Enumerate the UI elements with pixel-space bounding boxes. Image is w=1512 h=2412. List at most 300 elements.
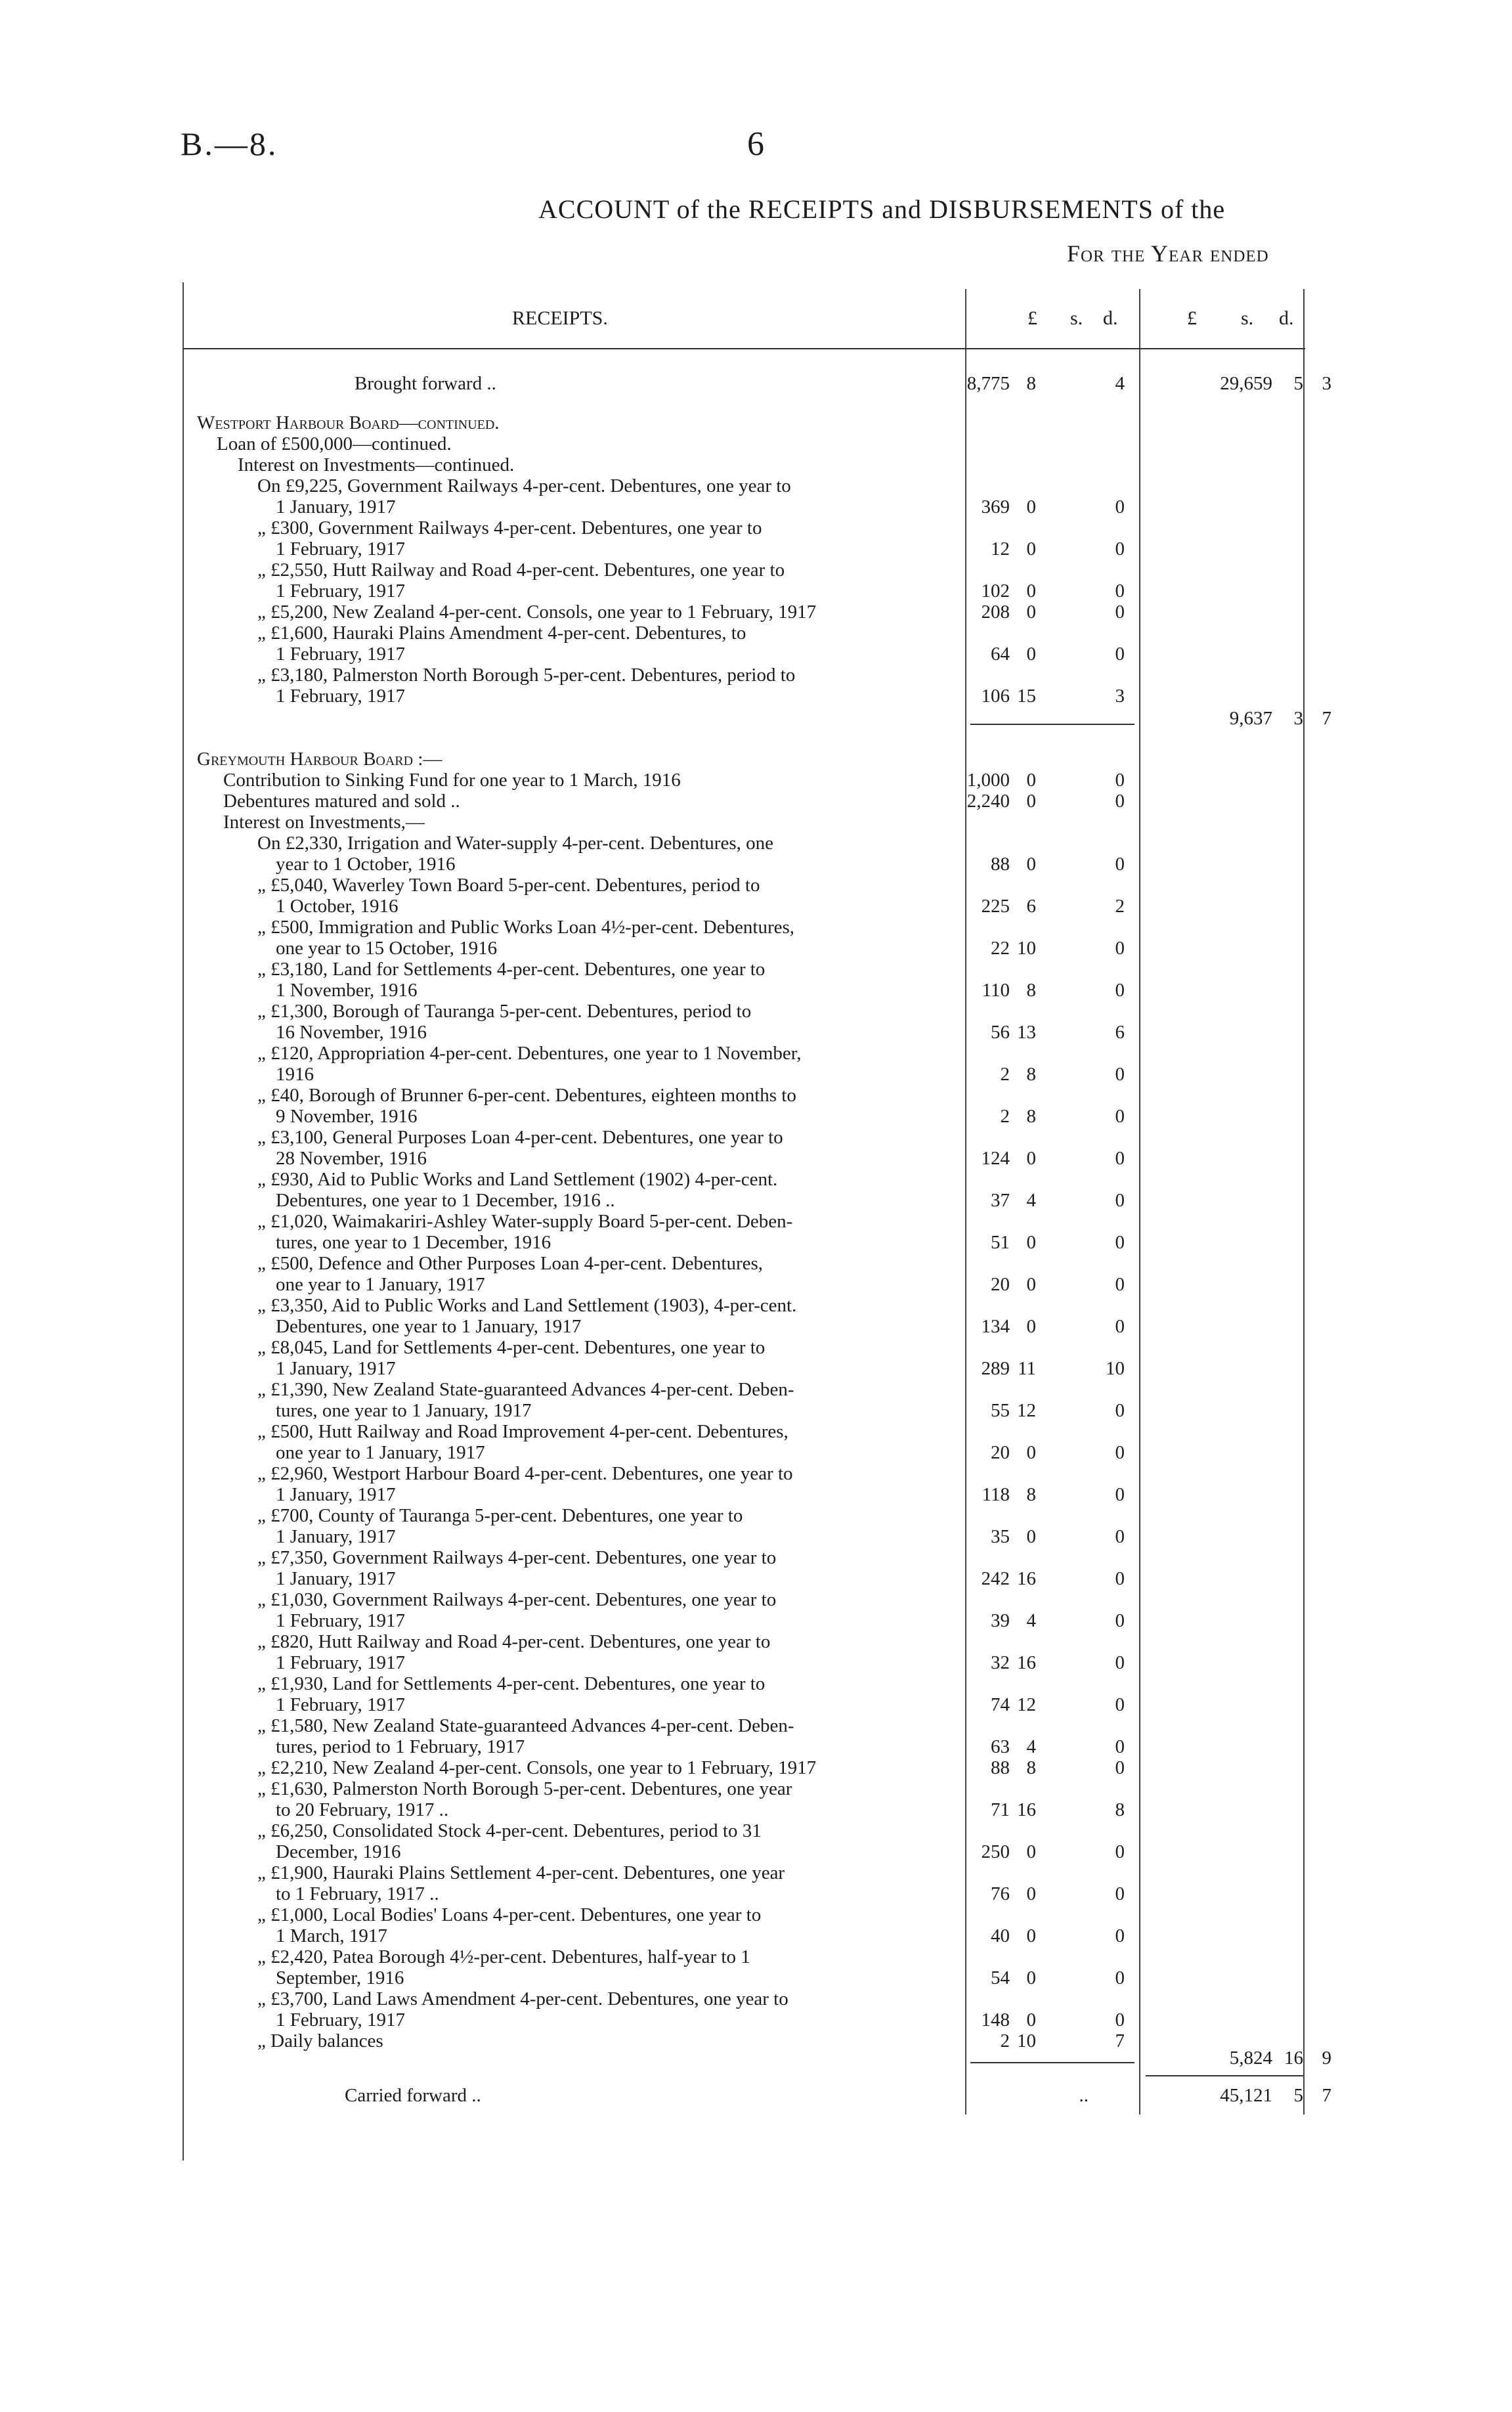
- investment-item: [0, 1169, 1512, 1190]
- amount-shillings: 0: [1026, 644, 1036, 665]
- investment-description-cont: 1 October, 1916: [276, 896, 399, 917]
- carried-forward-inner: ..: [1079, 2085, 1089, 2106]
- amount-pounds: 5,824: [1229, 2048, 1272, 2069]
- greymouth-heading: Greymouth Harbour Board :—: [197, 749, 443, 770]
- investment-description: „ £1,580, New Zealand State-guaranteed Advances 4-per-cent. Deben-: [257, 1715, 794, 1736]
- amount-pence: 8: [1115, 1799, 1125, 1820]
- amount-shillings: 8: [1026, 1106, 1036, 1127]
- investment-description: „ £120, Appropriation 4-per-cent. Debentures, one year to 1 November,: [257, 1043, 802, 1064]
- amount-pence: 7: [1115, 2030, 1125, 2051]
- investment-description-cont: 1 January, 1917: [276, 1568, 396, 1589]
- investment-item: [0, 475, 1512, 496]
- investment-amount: [0, 1568, 1512, 1589]
- amount-shillings: 8: [1026, 980, 1036, 1001]
- investment-item: [0, 1862, 1512, 1883]
- investment-description: „ £3,180, Land for Settlements 4-per-cent. Debentures, one year to: [257, 959, 766, 980]
- pounds-header-inner: £: [1027, 307, 1037, 329]
- amount-pounds: 20: [991, 1442, 1010, 1463]
- investment-description: On £2,330, Irrigation and Water-supply 4-per-cent. Debentures, one: [257, 833, 773, 854]
- amount-pence: 10: [1106, 1358, 1125, 1379]
- investment-description: „ £1,390, New Zealand State-guaranteed Advances 4-per-cent. Deben-: [257, 1379, 794, 1400]
- amount-shillings: 0: [1026, 1841, 1036, 1862]
- investment-description: „ £1,030, Government Railways 4-per-cent. Debentures, one year to: [257, 1589, 777, 1610]
- amount-pounds: 55: [991, 1400, 1010, 1421]
- greymouth-total-row: [0, 2048, 1512, 2069]
- amount-pence: 0: [1115, 1526, 1125, 1547]
- investment-amount: [0, 1274, 1512, 1295]
- amount-shillings: 0: [1026, 770, 1036, 791]
- investment-item: [0, 1001, 1512, 1022]
- amount-pence: 0: [1115, 1190, 1125, 1211]
- amount-shillings: 0: [1026, 854, 1036, 875]
- investment-item: [0, 1421, 1512, 1442]
- investment-description: „ £1,900, Hauraki Plains Settlement 4-per-cent. Debentures, one year: [257, 1862, 785, 1883]
- investment-item: [0, 1631, 1512, 1652]
- investment-amount: [0, 854, 1512, 875]
- section-heading: [0, 412, 1512, 433]
- investment-amount: [0, 1967, 1512, 1988]
- brought-forward-label: Brought forward ..: [355, 373, 496, 394]
- amount-pence: 9: [1322, 2048, 1331, 2069]
- amount-pounds: 32: [991, 1652, 1010, 1673]
- investment-description-cont: December, 1916: [276, 1841, 401, 1862]
- investment-description: „ £2,210, New Zealand 4-per-cent. Consols, one year to 1 February, 1917: [257, 1757, 817, 1778]
- amount-pence: 0: [1115, 854, 1125, 875]
- amount-shillings: 5: [1293, 2085, 1303, 2106]
- amount-pence: 0: [1115, 1652, 1125, 1673]
- amount-pence: 0: [1115, 644, 1125, 665]
- investment-item: [0, 1127, 1512, 1148]
- amount-pounds: 76: [991, 1883, 1010, 1904]
- account-subtitle: For the Year ended: [1067, 240, 1269, 267]
- investment-description-cont: one year to 1 January, 1917: [276, 1274, 485, 1295]
- investment-item: [0, 1715, 1512, 1736]
- report-reference: B.—8.: [181, 125, 278, 162]
- amount-shillings: 6: [1026, 896, 1036, 917]
- amount-pence: 0: [1115, 581, 1125, 602]
- amount-pence: 0: [1115, 791, 1125, 812]
- matured-label: Debentures matured and sold ..: [223, 791, 460, 812]
- amount-pounds: 54: [991, 1967, 1010, 1988]
- westport-interest: Interest on Investments—continued.: [238, 454, 515, 475]
- investment-description: „ £500, Defence and Other Purposes Loan 4-per-cent. Debentures,: [257, 1253, 764, 1274]
- investment-description: „ £3,350, Aid to Public Works and Land Settlement (1903), 4-per-cent.: [257, 1295, 797, 1316]
- interest-line: [0, 812, 1512, 833]
- amount-pounds: 51: [991, 1232, 1010, 1253]
- investment-amount: [0, 538, 1512, 559]
- amount-pence: 0: [1115, 1757, 1125, 1778]
- investment-description-cont: 1916: [276, 1064, 314, 1085]
- investment-description-cont: September, 1916: [276, 1967, 404, 1988]
- amount-pence: 4: [1115, 373, 1125, 394]
- investment-description-cont: 1 February, 1917: [276, 1610, 406, 1631]
- investment-item: [0, 559, 1512, 581]
- amount-shillings: 10: [1017, 938, 1036, 959]
- investment-description: On £9,225, Government Railways 4-per-cent. Debentures, one year to: [257, 475, 791, 496]
- investment-amount: [0, 980, 1512, 1001]
- amount-pounds: 2,240: [966, 791, 1010, 812]
- investment-amount: [0, 1358, 1512, 1379]
- amount-pence: 0: [1115, 1883, 1125, 1904]
- amount-shillings: 3: [1293, 708, 1303, 729]
- investment-description: „ £3,180, Palmerston North Borough 5-per-cent. Debentures, period to: [257, 665, 796, 686]
- amount-pounds: 2: [1000, 2030, 1010, 2051]
- investment-item: [0, 1379, 1512, 1400]
- investment-item: [0, 833, 1512, 854]
- investment-amount: [0, 1064, 1512, 1085]
- investment-description-cont: to 1 February, 1917 ..: [276, 1883, 439, 1904]
- investment-description: „ £6,250, Consolidated Stock 4-per-cent. Debentures, period to 31: [257, 1820, 762, 1841]
- investment-description-cont: 1 February, 1917: [276, 686, 406, 707]
- amount-pounds: 289: [981, 1358, 1010, 1379]
- amount-pounds: 35: [991, 1526, 1010, 1547]
- investment-description: „ £500, Immigration and Public Works Loan 4½-per-cent. Debentures,: [257, 917, 795, 938]
- investment-amount: [0, 1799, 1512, 1820]
- investment-description: „ £7,350, Government Railways 4-per-cent. Debentures, one year to: [257, 1547, 777, 1568]
- investment-item: [0, 875, 1512, 896]
- amount-pence: 0: [1115, 1610, 1125, 1631]
- amount-pounds: 134: [981, 1316, 1010, 1337]
- amount-shillings: 5: [1293, 373, 1303, 394]
- westport-loan: Loan of £500,000—continued.: [217, 433, 452, 454]
- investment-description: „ Daily balances: [257, 2030, 383, 2051]
- investment-item: [0, 1946, 1512, 1967]
- carried-forward-label: Carried forward ..: [345, 2085, 481, 2106]
- amount-shillings: 12: [1017, 1694, 1036, 1715]
- investment-description: „ £2,420, Patea Borough 4½-per-cent. Debentures, half-year to 1: [257, 1946, 750, 1967]
- investment-item: [0, 1778, 1512, 1799]
- investment-description: „ £1,000, Local Bodies' Loans 4-per-cent. Debentures, one year to: [257, 1904, 762, 1925]
- amount-pounds: 106: [981, 686, 1010, 707]
- investment-amount: [0, 1148, 1512, 1169]
- investment-description-cont: 1 February, 1917: [276, 581, 406, 602]
- investment-description: „ £40, Borough of Brunner 6-per-cent. Debentures, eighteen months to: [257, 1085, 796, 1106]
- investment-amount: [0, 1610, 1512, 1631]
- amount-pounds: 102: [981, 581, 1010, 602]
- investment-description: „ £3,700, Land Laws Amendment 4-per-cent. Debentures, one year to: [257, 1988, 788, 2009]
- amount-pence: 0: [1115, 1967, 1125, 1988]
- amount-shillings: 16: [1284, 2048, 1303, 2069]
- interest-line: [0, 454, 1512, 475]
- amount-shillings: 0: [1026, 1526, 1036, 1547]
- westport-total-row: [0, 708, 1512, 729]
- investment-item: [0, 1904, 1512, 1925]
- amount-pounds: 242: [981, 1568, 1010, 1589]
- investment-amount: [0, 1232, 1512, 1253]
- amount-pounds: 12: [991, 538, 1010, 559]
- investment-description-cont: Debentures, one year to 1 January, 1917: [276, 1316, 582, 1337]
- amount-pence: 0: [1115, 980, 1125, 1001]
- investment-description-cont: Debentures, one year to 1 December, 1916 ..: [276, 1190, 615, 1211]
- investment-description-cont: 28 November, 1916: [276, 1148, 427, 1169]
- amount-pence: 0: [1115, 1148, 1125, 1169]
- investment-description-cont: 1 February, 1917: [276, 1694, 406, 1715]
- investment-amount: [0, 1316, 1512, 1337]
- investment-amount: [0, 1883, 1512, 1904]
- amount-shillings: 0: [1026, 2009, 1036, 2030]
- investment-description: „ £1,630, Palmerston North Borough 5-per-cent. Debentures, one year: [257, 1778, 792, 1799]
- investment-description-cont: 9 November, 1916: [276, 1106, 418, 1127]
- investment-description-cont: 1 February, 1917: [276, 1652, 406, 1673]
- investment-description-cont: 1 November, 1916: [276, 980, 418, 1001]
- investment-amount: [0, 1694, 1512, 1715]
- amount-shillings: 0: [1026, 1274, 1036, 1295]
- investment-description: „ £820, Hutt Railway and Road 4-per-cent. Debentures, one year to: [257, 1631, 771, 1652]
- amount-shillings: 8: [1026, 1064, 1036, 1085]
- amount-pence: 0: [1115, 538, 1125, 559]
- amount-pence: 0: [1115, 1841, 1125, 1862]
- amount-pence: 0: [1115, 770, 1125, 791]
- total-rule: [1146, 2075, 1303, 2076]
- receipts-column-header: RECEIPTS.: [512, 307, 608, 329]
- investment-item: [0, 623, 1512, 644]
- investment-description-cont: 16 November, 1916: [276, 1022, 427, 1043]
- investment-item: [0, 1589, 1512, 1610]
- amount-pence: 0: [1115, 1064, 1125, 1085]
- investment-amount: [0, 1526, 1512, 1547]
- investment-description: „ £2,960, Westport Harbour Board 4-per-cent. Debentures, one year to: [257, 1463, 793, 1484]
- investment-item: [0, 1295, 1512, 1316]
- header-underline: [183, 348, 1305, 349]
- investment-item: [0, 1547, 1512, 1568]
- amount-shillings: 0: [1026, 1883, 1036, 1904]
- amount-pounds: 29,659: [1220, 373, 1272, 394]
- amount-shillings: 16: [1017, 1799, 1036, 1820]
- amount-pence: 2: [1115, 896, 1125, 917]
- investment-description-cont: year to 1 October, 1916: [276, 854, 456, 875]
- amount-pence: 3: [1115, 686, 1125, 707]
- amount-shillings: 10: [1017, 2030, 1036, 2051]
- amount-pence: 0: [1115, 1925, 1125, 1946]
- investment-description-cont: tures, one year to 1 January, 1917: [276, 1400, 532, 1421]
- amount-pence: 0: [1115, 1232, 1125, 1253]
- investment-description-cont: 1 January, 1917: [276, 1358, 396, 1379]
- investment-description-cont: to 20 February, 1917 ..: [276, 1799, 449, 1820]
- investment-item: [0, 1673, 1512, 1694]
- amount-shillings: 0: [1026, 1967, 1036, 1988]
- amount-pence: 0: [1115, 1274, 1125, 1295]
- investment-description: „ £5,200, New Zealand 4-per-cent. Consols, one year to 1 February, 1917: [257, 602, 817, 623]
- carried-forward-row: [0, 2085, 1512, 2106]
- amount-shillings: 0: [1026, 1316, 1036, 1337]
- amount-pounds: 225: [981, 896, 1010, 917]
- investment-amount: [0, 938, 1512, 959]
- amount-pounds: 88: [991, 854, 1010, 875]
- investment-description-cont: 1 March, 1917: [276, 1925, 387, 1946]
- amount-shillings: 0: [1026, 602, 1036, 623]
- amount-pounds: 118: [982, 1484, 1010, 1505]
- investment-item: [0, 665, 1512, 686]
- investment-amount: [0, 1925, 1512, 1946]
- investment-amount: [0, 896, 1512, 917]
- shillings-header-inner: s.: [1070, 307, 1083, 329]
- amount-shillings: 0: [1026, 791, 1036, 812]
- investment-item: [0, 1211, 1512, 1232]
- amount-shillings: 12: [1017, 1400, 1036, 1421]
- investment-description-cont: one year to 15 October, 1916: [276, 938, 498, 959]
- amount-pounds: 110: [982, 980, 1010, 1001]
- investment-description-cont: 1 February, 1917: [276, 538, 406, 559]
- investment-amount: [0, 1757, 1512, 1778]
- investment-description-cont: tures, one year to 1 December, 1916: [276, 1232, 551, 1253]
- investment-description: „ £700, County of Tauranga 5-per-cent. Debentures, one year to: [257, 1505, 743, 1526]
- amount-shillings: 16: [1017, 1568, 1036, 1589]
- amount-pounds: 250: [981, 1841, 1010, 1862]
- investment-amount: [0, 2009, 1512, 2030]
- amount-pounds: 37: [991, 1190, 1010, 1211]
- amount-pounds: 40: [991, 1925, 1010, 1946]
- investment-item: [0, 1505, 1512, 1526]
- amount-pounds: 2: [1000, 1064, 1010, 1085]
- investment-item: [0, 1463, 1512, 1484]
- contribution-label: Contribution to Sinking Fund for one year to 1 March, 1916: [223, 770, 681, 791]
- investment-amount: [0, 1442, 1512, 1463]
- investment-description: „ £500, Hutt Railway and Road Improvement 4-per-cent. Debentures,: [257, 1421, 788, 1442]
- greymouth-interest: Interest on Investments,—: [223, 812, 425, 833]
- investment-item: [0, 1820, 1512, 1841]
- amount-shillings: 11: [1018, 1358, 1036, 1379]
- amount-pounds: 22: [991, 938, 1010, 959]
- amount-pounds: 64: [991, 644, 1010, 665]
- amount-pounds: 208: [981, 602, 1010, 623]
- investment-description-cont: one year to 1 January, 1917: [276, 1442, 485, 1463]
- investment-description: „ £3,100, General Purposes Loan 4-per-cent. Debentures, one year to: [257, 1127, 783, 1148]
- investment-description-cont: 1 January, 1917: [276, 496, 396, 517]
- investment-description: „ £8,045, Land for Settlements 4-per-cent. Debentures, one year to: [257, 1337, 766, 1358]
- investment-amount: [0, 496, 1512, 517]
- amount-pounds: 9,637: [1229, 708, 1272, 729]
- investment-amount: [0, 644, 1512, 665]
- investment-amount: [0, 602, 1512, 623]
- shillings-header-outer: s.: [1241, 307, 1254, 329]
- amount-pence: 0: [1115, 1484, 1125, 1505]
- pence-header-inner: d.: [1103, 307, 1118, 329]
- amount-pence: 7: [1322, 708, 1331, 729]
- amount-shillings: 0: [1026, 1232, 1036, 1253]
- account-title: ACCOUNT of the RECEIPTS and DISBURSEMENTS of the: [538, 194, 1226, 224]
- investment-description: „ £300, Government Railways 4-per-cent. Debentures, one year to: [257, 517, 762, 538]
- investment-amount: [0, 1106, 1512, 1127]
- amount-pounds: 148: [981, 2009, 1010, 2030]
- amount-shillings: 13: [1017, 1022, 1036, 1043]
- amount-pence: 0: [1115, 1736, 1125, 1757]
- amount-pence: 0: [1115, 1568, 1125, 1589]
- amount-pence: 0: [1115, 602, 1125, 623]
- amount-pence: 0: [1115, 1694, 1125, 1715]
- amount-pounds: 2: [1000, 1106, 1010, 1127]
- amount-pounds: 74: [991, 1694, 1010, 1715]
- investment-description-cont: 1 February, 1917: [276, 2009, 406, 2030]
- amount-shillings: 0: [1026, 496, 1036, 517]
- amount-shillings: 8: [1026, 1484, 1036, 1505]
- investment-item: [0, 1253, 1512, 1274]
- investment-item: [0, 959, 1512, 980]
- investment-description: „ £2,550, Hutt Railway and Road 4-per-cent. Debentures, one year to: [257, 559, 785, 581]
- amount-shillings: 0: [1026, 1925, 1036, 1946]
- amount-pounds: 39: [991, 1610, 1010, 1631]
- contribution-row: [0, 770, 1512, 791]
- amount-pounds: 56: [991, 1022, 1010, 1043]
- investment-item: [0, 917, 1512, 938]
- amount-pounds: 88: [991, 1757, 1010, 1778]
- amount-shillings: 8: [1026, 1757, 1036, 1778]
- amount-pounds: 45,121: [1220, 2085, 1272, 2106]
- amount-pence: 0: [1115, 496, 1125, 517]
- investment-amount: [0, 1484, 1512, 1505]
- investment-amount: [0, 1022, 1512, 1043]
- page-number: 6: [747, 125, 764, 163]
- amount-pounds: 71: [991, 1799, 1010, 1820]
- investment-description-cont: tures, period to 1 February, 1917: [276, 1736, 525, 1757]
- amount-pounds: 369: [981, 496, 1010, 517]
- amount-shillings: 0: [1026, 1442, 1036, 1463]
- brought-forward-row: [0, 373, 1512, 394]
- amount-pence: 0: [1115, 1442, 1125, 1463]
- investment-description-cont: 1 January, 1917: [276, 1526, 396, 1547]
- investment-item: [0, 1085, 1512, 1106]
- investment-item: [0, 1337, 1512, 1358]
- amount-pence: 0: [1115, 1316, 1125, 1337]
- amount-pounds: 20: [991, 1274, 1010, 1295]
- investment-description: „ £5,040, Waverley Town Board 5-per-cent. Debentures, period to: [257, 875, 760, 896]
- investment-amount: [0, 581, 1512, 602]
- investment-description: „ £1,930, Land for Settlements 4-per-cent. Debentures, one year to: [257, 1673, 766, 1694]
- amount-shillings: 4: [1026, 1610, 1036, 1631]
- amount-pence: 0: [1115, 1400, 1125, 1421]
- investment-description: „ £1,300, Borough of Tauranga 5-per-cent. Debentures, period to: [257, 1001, 752, 1022]
- investment-amount: [0, 686, 1512, 707]
- amount-pence: 7: [1322, 2085, 1331, 2106]
- investment-item: [0, 517, 1512, 538]
- amount-pence: 3: [1322, 373, 1331, 394]
- investment-amount: [0, 1400, 1512, 1421]
- amount-shillings: 0: [1026, 581, 1036, 602]
- investment-description: „ £930, Aid to Public Works and Land Settlement (1902) 4-per-cent.: [257, 1169, 778, 1190]
- amount-shillings: 16: [1017, 1652, 1036, 1673]
- pence-header-outer: d.: [1279, 307, 1294, 329]
- amount-shillings: 0: [1026, 1148, 1036, 1169]
- pounds-header-outer: £: [1187, 307, 1197, 329]
- investment-description: „ £1,020, Waimakariri-Ashley Water-supply Board 5-per-cent. Deben-: [257, 1211, 793, 1232]
- investment-description-cont: 1 February, 1917: [276, 644, 406, 665]
- section-heading: [0, 749, 1512, 770]
- investment-item: [0, 1988, 1512, 2009]
- amount-pence: 0: [1115, 2009, 1125, 2030]
- amount-shillings: 0: [1026, 538, 1036, 559]
- investment-amount: [0, 1841, 1512, 1862]
- amount-shillings: 8: [1026, 373, 1036, 394]
- investment-item: [0, 1043, 1512, 1064]
- investment-amount: [0, 1736, 1512, 1757]
- loan-line: [0, 433, 1512, 454]
- amount-pence: 0: [1115, 938, 1125, 959]
- amount-shillings: 4: [1026, 1190, 1036, 1211]
- amount-pence: 6: [1115, 1022, 1125, 1043]
- amount-shillings: 4: [1026, 1736, 1036, 1757]
- amount-pounds: 63: [991, 1736, 1010, 1757]
- westport-heading: Westport Harbour Board—continued.: [197, 412, 500, 433]
- amount-shillings: 15: [1017, 686, 1036, 707]
- investment-description: „ £1,600, Hauraki Plains Amendment 4-per-cent. Debentures, to: [257, 623, 746, 644]
- amount-pence: 0: [1115, 1106, 1125, 1127]
- amount-pounds: 124: [981, 1148, 1010, 1169]
- investment-amount: [0, 1652, 1512, 1673]
- amount-pounds: 1,000: [966, 770, 1010, 791]
- amount-pounds: 8,775: [966, 373, 1010, 394]
- investment-description-cont: 1 January, 1917: [276, 1484, 396, 1505]
- investment-amount: [0, 1190, 1512, 1211]
- matured-row: [0, 791, 1512, 812]
